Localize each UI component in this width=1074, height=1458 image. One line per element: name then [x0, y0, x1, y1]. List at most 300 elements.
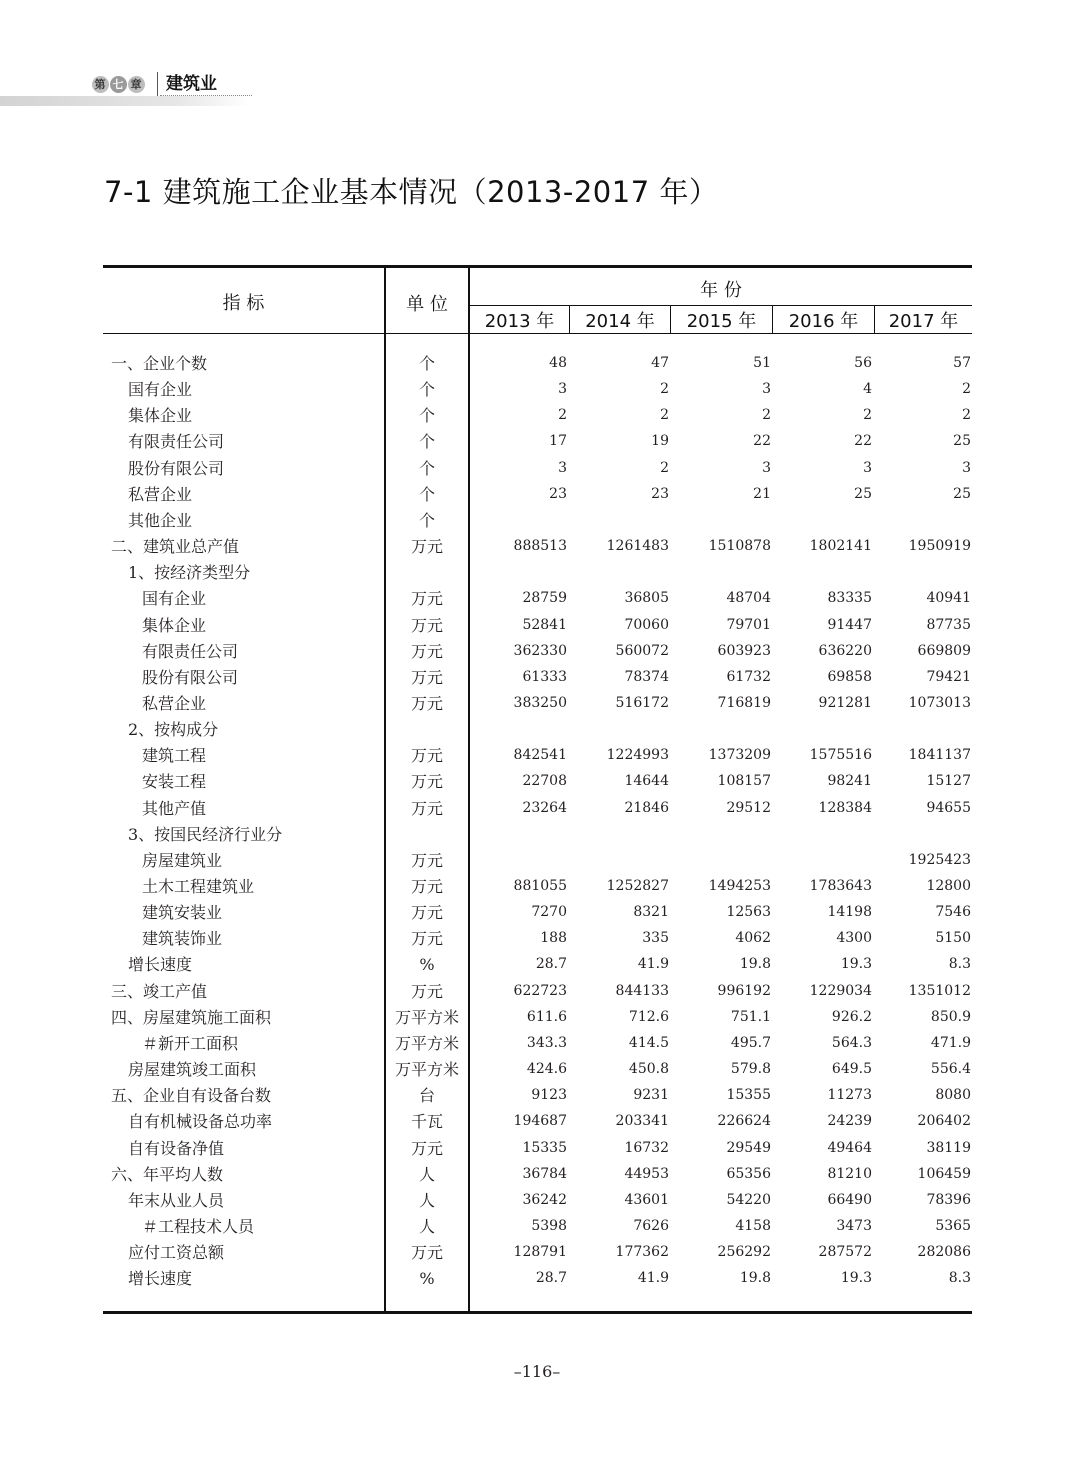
row-value: 1510878: [708, 538, 771, 555]
row-value: 78396: [926, 1191, 971, 1208]
table-row: [0, 926, 1074, 952]
row-label: 四、房屋建筑施工面积: [111, 1007, 272, 1027]
row-value: 3: [762, 381, 771, 398]
row-value: [574, 560, 669, 586]
years-divider-rule: [469, 305, 972, 306]
row-value: 1494253: [708, 878, 771, 894]
row-value: [472, 822, 567, 848]
row-unit: [386, 822, 468, 848]
table-row: [0, 1188, 1074, 1214]
row-label: 私营企业: [142, 693, 207, 713]
table-row: [0, 1083, 1074, 1109]
row-label: 三、竣工产值: [111, 981, 208, 1001]
row-value: 8080: [935, 1087, 971, 1104]
row-unit: 个: [418, 406, 435, 426]
row-unit: 万平方米: [394, 1007, 459, 1027]
section-name: 建筑业: [166, 74, 217, 94]
row-value: 78374: [624, 668, 669, 685]
row-value: [472, 717, 567, 743]
row-value: 1841137: [908, 747, 971, 764]
header-band: [0, 96, 250, 106]
table-row: [0, 1057, 1074, 1083]
row-value: 8.3: [948, 956, 971, 973]
row-unit: %: [419, 955, 435, 975]
row-value: 383250: [513, 694, 567, 711]
year-header: 2017 年: [888, 311, 959, 332]
table-row: [0, 1109, 1074, 1135]
row-value: 22708: [522, 773, 567, 790]
row-value: 128384: [818, 799, 872, 816]
row-value: 19.3: [840, 1270, 872, 1287]
row-value: 1229034: [809, 982, 872, 999]
table-row: [0, 1240, 1074, 1266]
row-value: 106459: [917, 1165, 971, 1182]
row-value: 556.4: [930, 1061, 971, 1078]
row-label: 2、按构成分: [128, 720, 219, 740]
row-value: 52841: [522, 616, 567, 633]
header-years-group: 年 份: [700, 280, 742, 301]
row-value: 888513: [513, 538, 567, 555]
row-value: [876, 560, 971, 586]
row-value: 560072: [615, 642, 669, 659]
row-value: 5365: [935, 1217, 971, 1234]
row-value: 2: [762, 407, 771, 424]
row-label: 有限责任公司: [128, 432, 225, 452]
row-unit: 万元: [410, 903, 443, 923]
row-value: 7270: [531, 904, 567, 921]
row-value: 22: [753, 433, 771, 450]
row-label: 增长速度: [128, 955, 193, 975]
row-value: 38119: [926, 1139, 971, 1156]
row-value: 19.8: [739, 1270, 771, 1287]
row-value: 206402: [917, 1113, 971, 1130]
row-unit: 万平方米: [394, 1033, 459, 1053]
row-value: 3: [962, 459, 971, 476]
table-row: [0, 586, 1074, 612]
row-value: 850.9: [930, 1008, 971, 1025]
row-label: 自有设备净值: [128, 1138, 225, 1158]
row-value: 21: [753, 485, 771, 502]
row-unit: 万元: [410, 667, 443, 687]
row-value: 36805: [624, 590, 669, 607]
row-value: 21846: [624, 799, 669, 816]
row-value: 603923: [717, 642, 771, 659]
row-value: [777, 560, 872, 586]
row-value: 926.2: [831, 1008, 872, 1025]
table-row: [0, 691, 1074, 717]
row-label: 安装工程: [142, 772, 207, 792]
row-label: 有限责任公司: [142, 641, 239, 661]
table-row: [0, 560, 1074, 586]
row-value: 450.8: [628, 1061, 669, 1078]
row-value: 5150: [935, 930, 971, 947]
year-header: 2015 年: [686, 311, 757, 332]
table-row: [0, 717, 1074, 743]
row-label: 自有机械设备总功率: [128, 1112, 273, 1132]
row-value: 14198: [827, 904, 872, 921]
row-unit: 万平方米: [394, 1060, 459, 1080]
row-unit: 万元: [410, 850, 443, 870]
row-value: 29549: [726, 1139, 771, 1156]
row-value: 36242: [522, 1191, 567, 1208]
row-label: 国有企业: [142, 589, 207, 609]
row-value: 335: [642, 930, 669, 947]
row-value: 4: [863, 381, 872, 398]
row-value: 28.7: [535, 1270, 567, 1287]
row-value: 83335: [827, 590, 872, 607]
table-row: [0, 952, 1074, 978]
row-value: 177362: [615, 1244, 669, 1261]
row-value: 2: [962, 407, 971, 424]
row-value: 921281: [818, 694, 872, 711]
row-label: 年末从业人员: [128, 1190, 225, 1210]
row-value: 716819: [717, 694, 771, 711]
row-value: 622723: [513, 982, 567, 999]
table-row: [0, 822, 1074, 848]
row-label: 一、企业个数: [111, 354, 208, 373]
row-label: ＃工程技术人员: [142, 1216, 255, 1236]
row-value: 49464: [827, 1139, 872, 1156]
row-value: 69858: [827, 668, 872, 685]
row-value: 2: [660, 381, 669, 398]
row-value: 669809: [917, 642, 971, 659]
row-value: [676, 848, 771, 874]
row-unit: 万元: [410, 929, 443, 949]
row-unit: 个: [418, 510, 435, 530]
row-value: 1261483: [606, 538, 669, 555]
row-label: 国有企业: [128, 380, 193, 400]
row-unit: 个: [418, 354, 435, 373]
row-value: 48704: [726, 590, 771, 607]
row-value: 9231: [633, 1087, 669, 1104]
row-value: 108157: [717, 773, 771, 790]
row-label: 集体企业: [128, 406, 193, 426]
row-label: 其他产值: [142, 798, 207, 818]
table-row: [0, 534, 1074, 560]
row-value: 1950919: [908, 538, 971, 555]
row-value: 4158: [735, 1217, 771, 1234]
year-header: 2013 年: [484, 311, 555, 332]
row-value: 23264: [522, 799, 567, 816]
row-value: 57: [953, 355, 971, 371]
page-title: 7-1 建筑施工企业基本情况（2013-2017 年）: [104, 175, 719, 209]
row-value: 424.6: [526, 1061, 567, 1078]
row-value: [574, 508, 669, 534]
row-value: 94655: [926, 799, 971, 816]
row-unit: 人: [418, 1164, 435, 1184]
row-value: 2: [660, 407, 669, 424]
table-top-rule: [103, 265, 972, 268]
row-value: [472, 508, 567, 534]
row-value: 1575516: [809, 747, 872, 764]
row-value: 22: [854, 433, 872, 450]
chapter-badge: [92, 74, 146, 96]
row-unit: 个: [418, 458, 435, 478]
row-value: 70060: [624, 616, 669, 633]
row-value: 8.3: [948, 1270, 971, 1287]
row-unit: 万元: [410, 641, 443, 661]
row-value: 40941: [926, 590, 971, 607]
table-row: [0, 482, 1074, 508]
row-unit: 万元: [410, 772, 443, 792]
row-value: 4062: [735, 930, 771, 947]
row-value: 5398: [531, 1217, 567, 1234]
table-row: [0, 1005, 1074, 1031]
row-value: [676, 560, 771, 586]
row-label: 土木工程建筑业: [142, 877, 255, 896]
chapter-char: 七: [110, 76, 127, 93]
row-value: 43601: [624, 1191, 669, 1208]
row-unit: 个: [418, 484, 435, 504]
table-row: [0, 1214, 1074, 1240]
row-value: 1925423: [908, 851, 971, 868]
row-value: [676, 508, 771, 534]
row-unit: 人: [418, 1190, 435, 1210]
table-row: [0, 874, 1074, 900]
row-value: 712.6: [628, 1008, 669, 1025]
table-row: [0, 1266, 1074, 1292]
row-value: 362330: [513, 642, 567, 659]
row-value: 41.9: [637, 1270, 669, 1287]
row-value: 495.7: [730, 1034, 771, 1051]
row-value: 471.9: [930, 1034, 971, 1051]
row-label: ＃新开工面积: [142, 1033, 239, 1053]
row-value: [777, 848, 872, 874]
row-value: 194687: [513, 1113, 567, 1130]
chapter-char: 第: [92, 76, 109, 93]
row-value: 61732: [726, 668, 771, 685]
row-value: 282086: [917, 1244, 971, 1261]
row-unit: 万元: [410, 615, 443, 635]
row-unit: %: [419, 1269, 435, 1289]
row-value: 3473: [836, 1217, 872, 1234]
row-value: 24239: [827, 1113, 872, 1130]
row-value: [574, 717, 669, 743]
table-row: [0, 769, 1074, 795]
row-value: 15355: [726, 1087, 771, 1104]
row-label: 增长速度: [128, 1269, 193, 1289]
row-value: 842541: [513, 747, 567, 764]
row-value: [676, 822, 771, 848]
row-label: 房屋建筑业: [142, 850, 223, 870]
table-row: [0, 456, 1074, 482]
row-unit: 个: [418, 380, 435, 400]
row-value: 12563: [726, 904, 771, 921]
row-label: 建筑工程: [142, 746, 207, 766]
row-value: 28.7: [535, 956, 567, 973]
table-row: [0, 351, 1074, 377]
row-value: 1802141: [809, 538, 872, 555]
row-value: 1073013: [908, 694, 971, 711]
row-unit: 万元: [410, 589, 443, 609]
row-value: 17: [549, 433, 567, 450]
row-value: 2: [863, 407, 872, 424]
row-value: 28759: [522, 590, 567, 607]
row-value: 56: [854, 355, 872, 371]
row-value: 128791: [513, 1244, 567, 1261]
row-label: 集体企业: [142, 615, 207, 635]
row-value: 636220: [818, 642, 872, 659]
row-value: 287572: [818, 1244, 872, 1261]
row-label: 1、按经济类型分: [128, 563, 251, 583]
row-value: 3: [762, 459, 771, 476]
row-value: 2: [660, 459, 669, 476]
row-unit: 万元: [410, 1138, 443, 1158]
row-value: [472, 848, 567, 874]
row-value: 81210: [827, 1165, 872, 1182]
year-header: 2016 年: [788, 311, 859, 332]
row-label: 3、按国民经济行业分: [128, 824, 283, 844]
row-unit: 台: [418, 1086, 435, 1106]
chapter-char: 章: [128, 76, 145, 93]
row-value: [574, 822, 669, 848]
header-unit: 单 位: [406, 294, 448, 315]
row-value: [777, 717, 872, 743]
row-unit: 个: [418, 432, 435, 452]
row-value: 23: [549, 485, 567, 502]
table-row: [0, 796, 1074, 822]
row-value: [676, 717, 771, 743]
row-label: 应付工资总额: [128, 1243, 225, 1263]
row-label: 股份有限公司: [128, 458, 225, 478]
row-label: 私营企业: [128, 484, 193, 504]
row-value: 15127: [926, 773, 971, 790]
row-unit: 万元: [410, 1243, 443, 1263]
row-value: 751.1: [730, 1008, 771, 1025]
row-value: 41.9: [637, 956, 669, 973]
row-value: 54220: [726, 1191, 771, 1208]
row-value: 11273: [827, 1087, 872, 1104]
table-row: [0, 1136, 1074, 1162]
row-value: 61333: [522, 668, 567, 685]
table-row: [0, 848, 1074, 874]
table-row: [0, 403, 1074, 429]
row-value: 79701: [726, 616, 771, 633]
row-value: 226624: [717, 1113, 771, 1130]
row-value: 1373209: [708, 747, 771, 764]
row-label: 六、年平均人数: [111, 1164, 224, 1184]
row-label: 五、企业自有设备台数: [111, 1086, 272, 1106]
row-unit: 千瓦: [410, 1112, 443, 1132]
row-value: [574, 848, 669, 874]
row-value: 1224993: [606, 747, 669, 764]
row-value: 414.5: [628, 1034, 669, 1051]
row-value: 579.8: [730, 1061, 771, 1078]
row-value: 611.6: [526, 1008, 567, 1025]
row-label: 股份有限公司: [142, 667, 239, 687]
row-value: 25: [854, 485, 872, 502]
row-value: 188: [540, 930, 567, 947]
row-value: 19.3: [840, 956, 872, 973]
table-row: [0, 665, 1074, 691]
row-unit: 人: [418, 1216, 435, 1236]
row-value: [472, 560, 567, 586]
row-value: [876, 717, 971, 743]
row-value: 14644: [624, 773, 669, 790]
row-value: [777, 508, 872, 534]
row-label: 房屋建筑竣工面积: [128, 1060, 257, 1080]
row-unit: [386, 717, 468, 743]
row-value: 25: [953, 485, 971, 502]
table-row: [0, 613, 1074, 639]
year-header: 2014 年: [585, 311, 655, 332]
row-value: 9123: [531, 1087, 567, 1104]
row-value: 65356: [726, 1165, 771, 1182]
table-row: [0, 1162, 1074, 1188]
row-value: [876, 508, 971, 534]
row-value: 36784: [522, 1165, 567, 1182]
row-value: 87735: [926, 616, 971, 633]
table-row: [0, 639, 1074, 665]
table-row: [0, 429, 1074, 455]
row-value: 256292: [717, 1244, 771, 1261]
row-value: 12800: [926, 878, 971, 894]
page-number: –116–: [513, 1362, 561, 1381]
row-value: 7626: [633, 1217, 669, 1234]
row-value: 7546: [935, 904, 971, 921]
row-value: 3: [558, 381, 567, 398]
table-row: [0, 979, 1074, 1005]
row-value: 51: [753, 355, 771, 371]
row-label: 其他企业: [128, 510, 193, 530]
row-unit: [386, 560, 468, 586]
row-value: 844133: [615, 982, 669, 999]
row-value: 15335: [522, 1139, 567, 1156]
table-row: [0, 743, 1074, 769]
row-value: 564.3: [831, 1034, 872, 1051]
row-value: 996192: [717, 982, 771, 999]
row-value: 3: [863, 459, 872, 476]
row-value: 649.5: [831, 1061, 872, 1078]
row-value: 1252827: [606, 878, 669, 894]
table-row: [0, 900, 1074, 926]
row-value: 29512: [726, 799, 771, 816]
row-value: 44953: [624, 1165, 669, 1182]
row-unit: 万元: [410, 537, 443, 557]
row-label: 建筑安装业: [142, 903, 223, 923]
row-unit: 万元: [410, 981, 443, 1001]
row-value: 19: [651, 433, 669, 450]
row-value: 2: [558, 407, 567, 424]
table-row: [0, 377, 1074, 403]
row-unit: 万元: [410, 877, 443, 896]
row-value: 19.8: [739, 956, 771, 973]
row-value: 91447: [827, 616, 872, 633]
header-indicator: 指 标: [222, 293, 265, 314]
header-separator: [157, 72, 158, 96]
row-value: 4300: [836, 930, 872, 947]
row-unit: 万元: [410, 693, 443, 713]
table-row: [0, 1031, 1074, 1057]
row-value: 8321: [633, 904, 669, 921]
row-unit: 万元: [410, 746, 443, 766]
row-value: 16732: [624, 1139, 669, 1156]
row-value: 1783643: [809, 878, 872, 894]
row-label: 二、建筑业总产值: [111, 537, 240, 557]
row-value: 516172: [615, 694, 669, 711]
row-value: 3: [558, 459, 567, 476]
row-value: 203341: [615, 1113, 669, 1130]
row-value: 23: [651, 485, 669, 502]
row-value: 47: [651, 355, 669, 371]
row-value: 25: [953, 433, 971, 450]
row-value: [876, 822, 971, 848]
row-value: 79421: [926, 668, 971, 685]
row-value: 2: [962, 381, 971, 398]
row-unit: 万元: [410, 798, 443, 818]
row-value: 343.3: [526, 1034, 567, 1051]
table-row: [0, 508, 1074, 534]
